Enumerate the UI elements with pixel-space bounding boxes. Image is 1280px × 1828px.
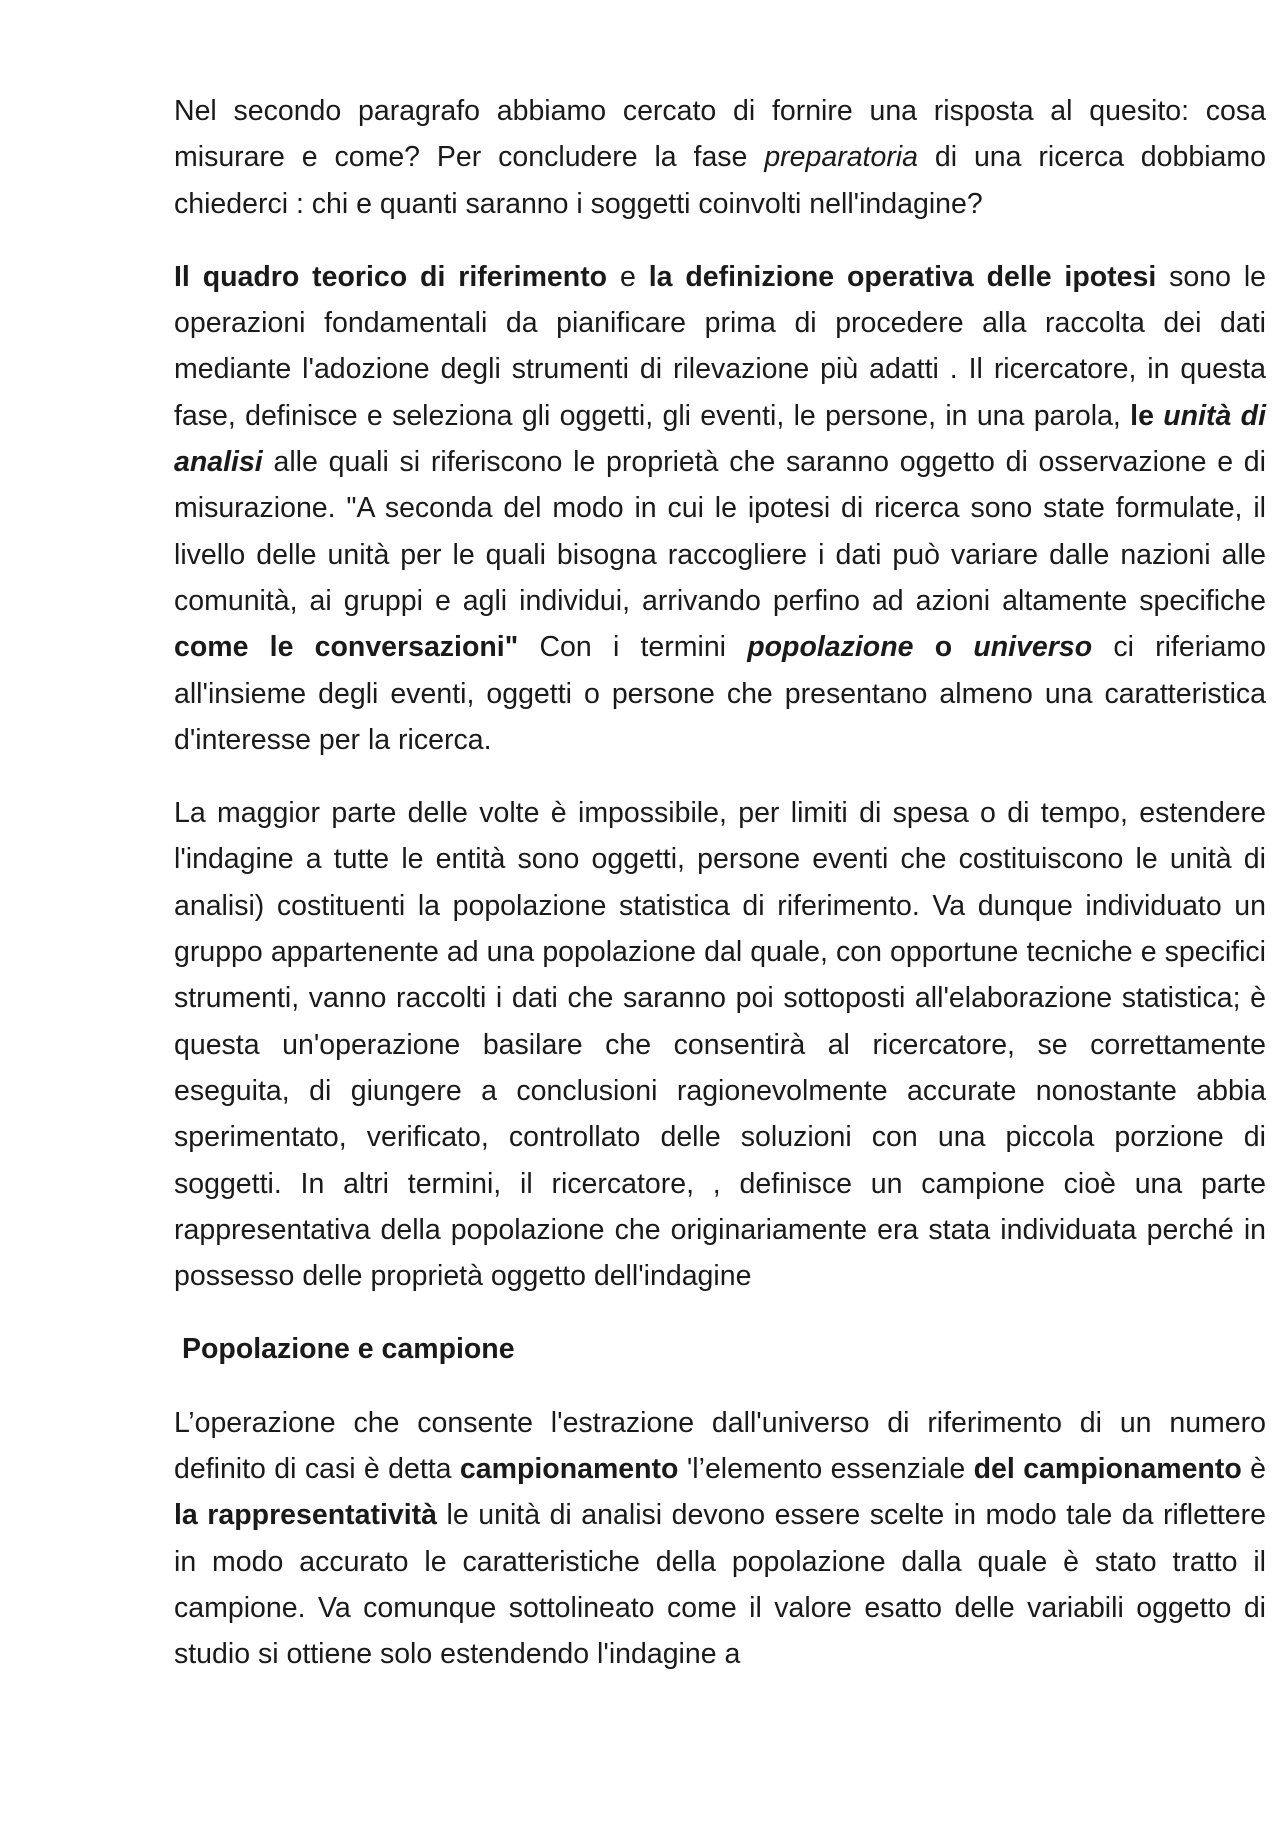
text-run: Nel secondo paragrafo abbiamo cercato di fornire una risposta al quesito: cosa misurare e come? Per concludere la fase (174, 95, 1266, 174)
text-run: Con i termini (518, 631, 748, 664)
text-run: o (913, 631, 974, 664)
text-run: alle quali si riferiscono le proprietà che saranno oggetto di osservazione e di misurazione. "A seconda del modo in cui le ipotesi di ricerca sono state formulate, il livello delle unità per le quali bisogna raccogliere i dati può variare dalle nazioni alle comunità, ai gruppi e agli individui, arrivando perfino ad azioni altamente specifiche (174, 446, 1266, 617)
text-run: le (1130, 399, 1164, 432)
text-run: La maggior parte delle volte è impossibile, per limiti di spesa o di tempo, estendere l'indagine a tutte le entità sono oggetti, persone eventi che costituiscono le unità di analisi) costituenti la popolazione statistica di riferimento. Va dunque individuato un gruppo appartenente ad una popolazione dal quale, con opportune tecniche e specifici strumenti, vanno raccolti i dati che saranno poi sottoposti all'elaborazione statistica; è questa un'operazione basilare che consentirà al ricercatore, se correttamente eseguita, di giungere a conclusioni ragionevolmente accurate nonostante abbia sperimentato, verificato, controllato delle soluzioni con una piccola porzione di soggetti. In altri termini, il ricercatore, , definisce un campione cioè una parte rappresentativa della popolazione che originariamente era stata individuata perché in possesso delle proprietà oggetto dell'indagine (174, 797, 1266, 1293)
text-run: la rappresentatività (174, 1499, 437, 1532)
text-run: come le conversazioni" (174, 631, 519, 664)
section-heading: Popolazione e campione (182, 1333, 515, 1366)
text-run: campionamento (459, 1453, 679, 1486)
text-run: e (607, 260, 649, 293)
text-run: preparatoria (764, 141, 918, 174)
paragraph-p2 (174, 254, 1266, 763)
text-run: universo (973, 631, 1093, 664)
text-run: la definizione operativa delle ipotesi (648, 260, 1157, 293)
text-run: unità di analisi (174, 399, 1266, 479)
text-run: è (1241, 1453, 1266, 1486)
paragraph-p1 (174, 88, 1266, 227)
text-run: sono le operazioni fondamentali da pianificare prima di procedere alla raccolta dei dati mediante l'adozione degli strumenti di rilevazione più adatti . Il ricercatore, in questa fase, definisce e seleziona gli oggetti, gli eventi, le persone, in una parola, (174, 260, 1266, 432)
text-run: le unità di analisi devono essere scelte in modo tale da riflettere in modo accurato le caratteristiche della popolazione dalla quale è stato tratto il campione. Va comunque sottolineato come il valore esatto delle variabili oggetto di studio si ottiene solo estendendo l'indagine a (174, 1499, 1266, 1671)
text-run: ci riferiamo all'insieme degli eventi, oggetti o persone che presentano almeno una caratteristica d'interesse per la ricerca. (174, 631, 1266, 756)
text-run: popolazione (747, 631, 914, 664)
text-run: 'l’elemento essenziale (678, 1453, 974, 1486)
text-run: del campionamento (973, 1453, 1242, 1486)
document-page (174, 88, 1266, 1705)
paragraph-p4 (174, 1400, 1266, 1678)
text-run: Il quadro teorico di riferimento (174, 260, 608, 293)
paragraph-p3 (174, 790, 1266, 1299)
text-run: di una ricerca dobbiamo chiederci : chi e quanti saranno i soggetti coinvolti nell'indagine? (174, 141, 1266, 220)
text-run: L’operazione che consente l'estrazione dall'universo di riferimento di un numero definito di casi è detta (174, 1406, 1266, 1486)
